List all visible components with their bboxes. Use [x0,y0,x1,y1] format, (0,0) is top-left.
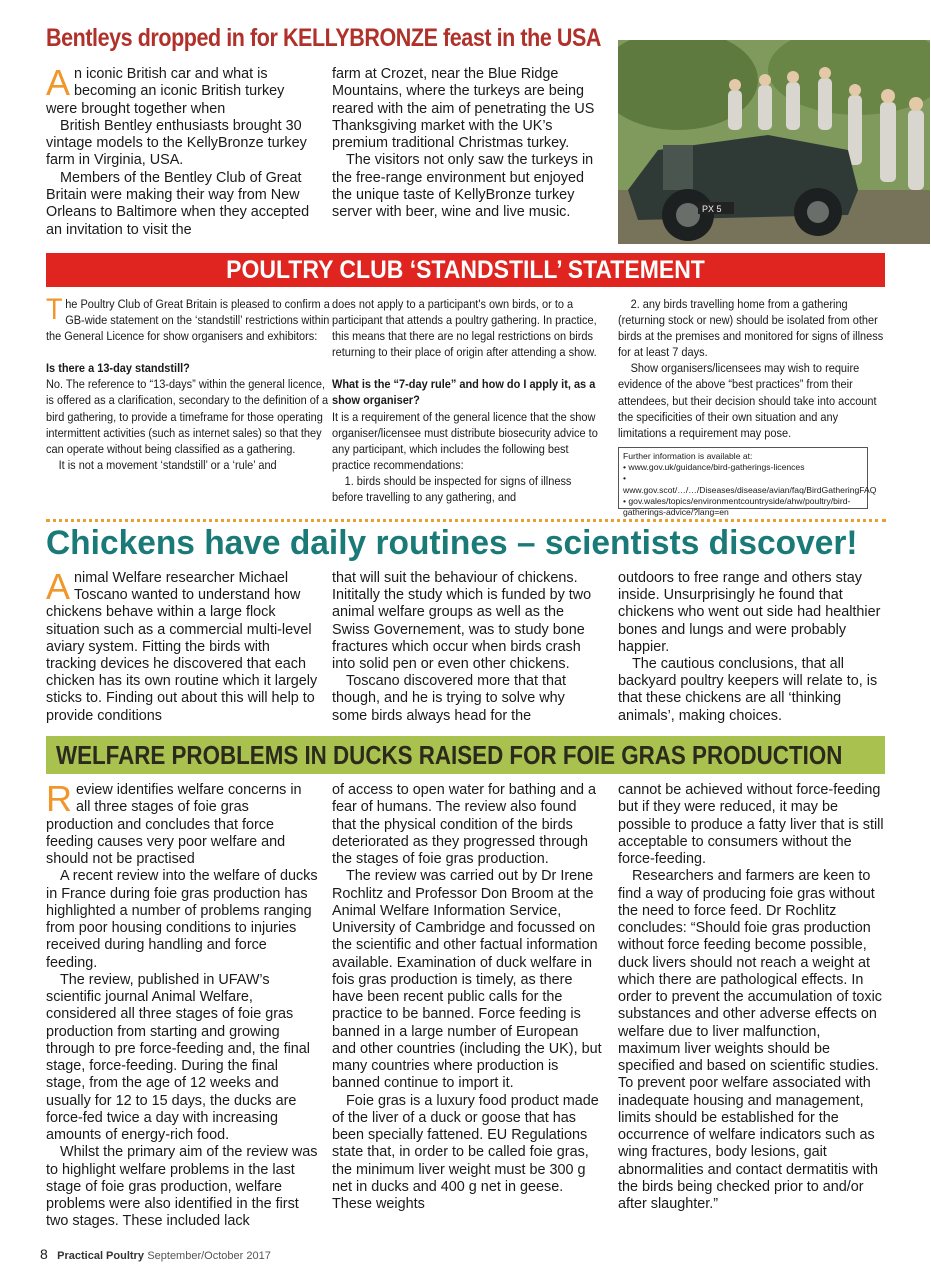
section-divider [46,519,886,522]
poultry-text: It is not a movement ‘standstill’ or a ‘rule’ and [58,457,277,472]
chickens-text: outdoors to free range and others stay inside. Unsurprisingly he found that chickens who went out side had healthier bones and lungs and were probably happier. [618,570,881,655]
info-link[interactable]: • www.gov.uk/guidance/bird-gatherings-licences [623,462,805,473]
foie-text: Foie gras is a luxury food product made of the liver of a duck or goose that has been specially fattened. EU Regulations state that, in order to be called foie gras, the minimum liver weight must be 300 g net in ducks and 400 g net in geese. These weights [332,1092,599,1212]
bentley-text: The visitors not only saw the turkeys in the free-range environment but enjoyed the unique taste of KellyBronze turkey server with beer, wine and live music. [332,152,594,221]
chickens-dropcap: A [46,566,71,607]
bentley-text: Members of the Bentley Club of Great Britain were making their way from New Orleans to Baltimore when they accepted an invitation to visit the [46,169,310,238]
chickens-text: The cautious conclusions, that all backyard poultry keepers will relate to, is that these chickens are all ‘thinking animals’, making choices. [618,656,878,724]
poultry-col-3 [618,296,886,441]
poultry-text: Show organisers/licensees may wish to require evidence of the above “best practices” from their attendees, but their decision should take into account the specificities of their own situation and any limitations a requirement may pose. [618,361,877,440]
chickens-text: nimal Welfare researcher Michael Toscano wanted to understand how chickens behave within a large flock situation such as a commercial multi-level aviary system. Fitting the birds with tracking devices he discovered that each chicken has its own routine which it largely sticks to. Finding out about this will help to provide conditions [46,570,318,724]
chickens-text: that will suit the behaviour of chickens. Inititally the study which is funded by two animal welfare groups as well as the Swiss Governement, was to study bone fractures which occur when birds crash into solid pen or even other chickens. [332,570,592,673]
poultry-question: What is the “7-day rule” and how do I apply it, as a show organiser? [332,377,596,408]
foie-dropcap: R [46,778,72,819]
foie-text: Researchers and farmers are keen to find a way of producing foie gras without the need to force feed. Dr Rochlitz concludes: “Should foie gras production without force feeding become possible, duck livers should not reach a weight at which there are pathological effects. In order to prevent the accumulation of toxic substances and other adverse effects on welfare due to liver malfunction, maximum liver weights should be specified and based on scientific studies. To prevent poor welfare associated with inadequate housing and management, limits should be established for the occurrence of welfare indicators such as wing fractures, body lesions, gait abnormalities and contact dermatitis with the birds being checked prior to and/or after slaughter.” [618,868,882,1212]
magazine-name: Practical Poultry [57,1250,144,1262]
info-box-title: Further information is available at: [623,451,753,461]
chickens-col-2 [332,570,602,725]
foie-col-1 [46,778,318,1231]
info-link[interactable]: • www.gov.scot/…/…/Diseases/disease/avian/faq/BirdGatheringFAQ [623,473,877,495]
foie-text: The review, published in UFAW’s scientific journal Animal Welfare, considered all three stages of foie gras production from starting and growing through to pre force-feeding and, the final stage, force-feeding. During the final stage, from the age of 12 weeks and usually for 12 to 15 days, the ducks are force-fed twice a day with increasing amounts of energy-rich food. [46,971,311,1143]
chickens-text: Toscano discovered more that that though, and he is trying to solve why some birds always head for the [332,673,566,724]
poultry-text: he Poultry Club of Great Britain is pleased to confirm a GB-wide statement on the ‘standstill’ restrictions within the General Licence for show organisers and exhibitors: [46,297,330,344]
foie-text: Whilst the primary aim of the review was to highlight welfare problems in the last stage of foie gras production, welfare problems were also identified in the first two stages. These included lack [46,1144,318,1230]
bentley-text: n iconic British car and what is becoming an iconic British turkey were brought together when [46,66,285,117]
bentley-dropcap: A [46,62,71,103]
chickens-col-3 [618,570,886,725]
bentley-text: farm at Crozet, near the Blue Ridge Mountains, where the turkeys are being reared with the aim of penetrating the US Thanksgiving market with the UK’s premium traditional Christmas turkey. [332,66,595,152]
bentley-text: British Bentley enthusiasts brought 30 vintage models to the KellyBronze turkey farm in Virginia, USA. [46,117,307,169]
poultry-dropcap: T [46,293,63,326]
poultry-col-2 [332,296,602,505]
poultry-text: It is a requirement of the general licence that the show organiser/licensee must distribute biosecurity advice to any participant, which includes the following best practice recommendations: [332,409,598,472]
info-link[interactable]: • gov.wales/topics/environmentcountryside/ahw/poultry/bird-gatherings-advice/?lang=en [623,495,851,518]
page-number: 8 [40,1246,48,1262]
bentley-col-1 [46,62,316,239]
poultry-question: Is there a 13-day standstill? [46,361,190,376]
foie-text: The review was carried out by Dr Irene Rochlitz and Professor Don Broom at the Animal Welfare Information Service, University of Cambridge and focussed on the scientific and other factual information available. Examination of duck welfare in fois gras production is timely, as there have been recent public calls for the practice to be banned. Force feeding is banned in a large number of European and other countries (including the UK), but many countries where production is banned continue to import it. [332,868,602,1092]
bentley-headline: Bentleys dropped in for KELLYBRONZE feast in the USA [46,24,602,52]
poultry-text: No. The reference to “13-days” within the general licence, is offered as a clarification, secondary to the definition of a bird gathering, to provide a timeframe for those operating intermittent activities (such as internet sales) so that they can operate without being classified as a gathering. [46,377,329,456]
poultry-club-banner-title: POULTRY CLUB ‘STANDSTILL’ STATEMENT [226,256,705,284]
poultry-text: 2. any birds travelling home from a gathering (returning stock or new) should be isolated from other birds at the premises and monitored for signs of illness for at least 7 days. [618,297,884,360]
foie-text: of access to open water for bathing and a fear of humans. The review also found that the physical condition of the birds deteriorated as they progressed through the stages of foie gras production. [332,782,596,867]
foie-col-2 [332,782,604,1213]
foie-gras-banner-title: WELFARE PROBLEMS IN DUCKS RAISED FOR FOIE GRAS PRODUCTION [56,740,843,770]
bentley-col-2 [332,66,604,222]
poultry-text: does not apply to a participant's own birds, or to a participant that attends a poultry gathering. In practice, this means that there are no legal restrictions on birds returning to their place of origin after attending a show. [332,297,597,360]
foie-text: eview identifies welfare concerns in all three stages of foie gras production and concludes that force feeding causes very poor welfare and should not be practised [46,782,302,867]
chickens-headline: Chickens have daily routines – scientists discover! [46,524,858,562]
page-footer [40,1246,271,1262]
bentley-photo [618,40,930,244]
info-box [618,447,877,518]
poultry-col-1 [46,293,332,473]
vintage-car-photo [618,40,930,244]
foie-text: cannot be achieved without force-feeding but if they were reduced, it may be possible to produce a fatty liver that is still acceptable to consumers without the force-feeding. [618,782,884,867]
foie-col-3 [618,782,886,1213]
foie-text: A recent review into the welfare of ducks in France during foie gras production has highlighted a number of problems ranging from poor housing conditions to injuries received during handling and force feeding. [46,868,318,971]
poultry-text: 1. birds should be inspected for signs of illness before travelling to any gathering, and [332,473,572,505]
chickens-col-1 [46,566,318,725]
issue-date: September/October 2017 [147,1250,271,1262]
car-plate: PX 5 [702,204,722,214]
